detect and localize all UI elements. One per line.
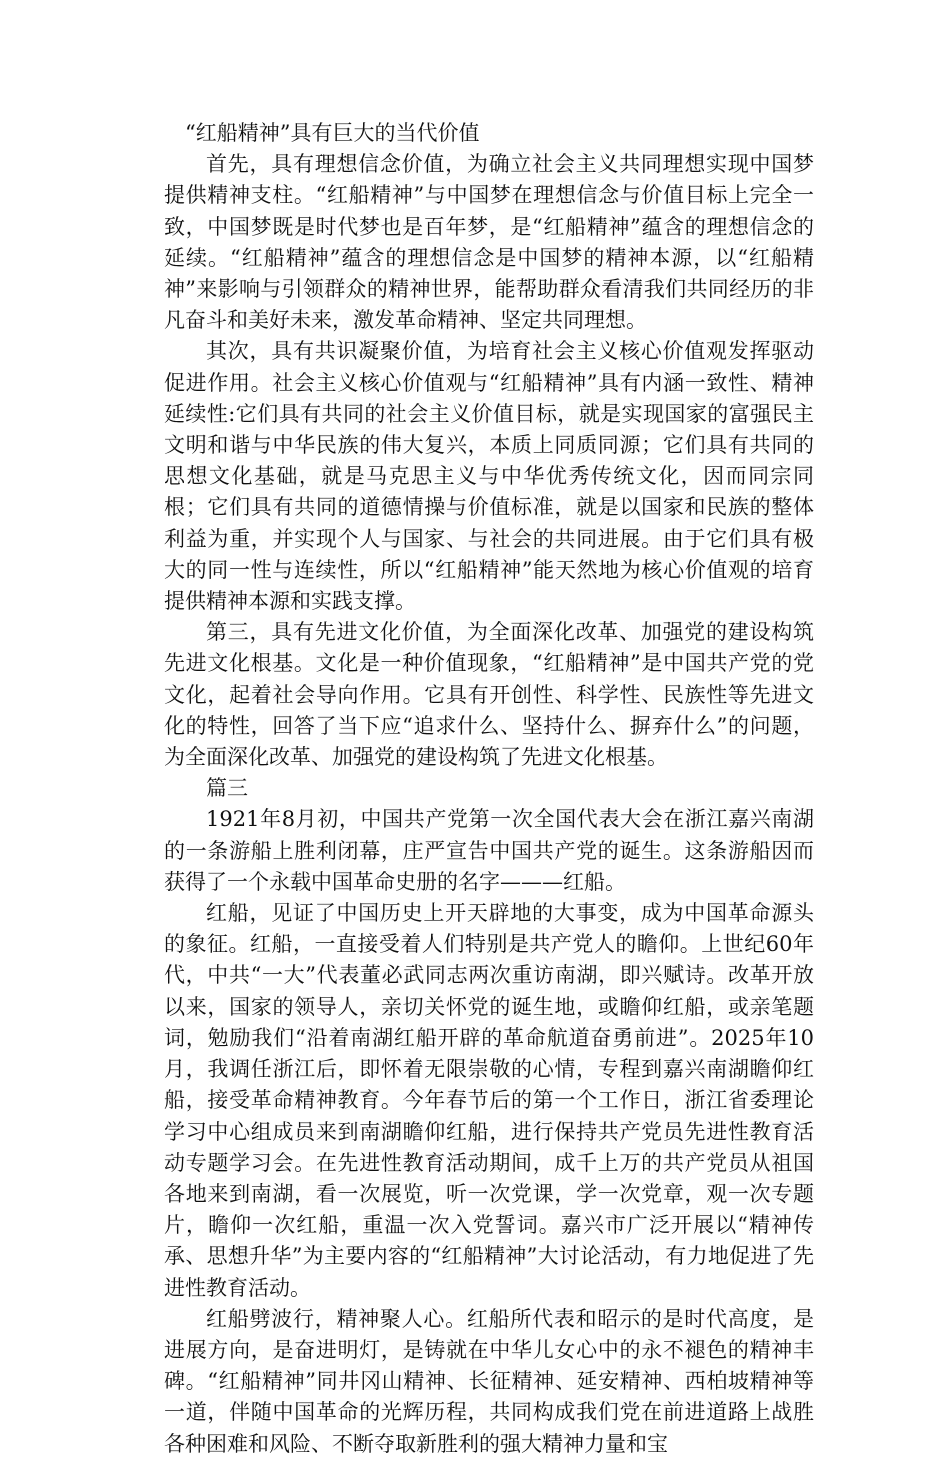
paragraph-culture-value: 第三，具有先进文化价值，为全面深化改革、加强党的建设构筑先进文化根基。文化是一种价值现象，“红船精神”是中国共产党的党文化，起着社会导向作用。它具有开创性、科学性、民族性等先进文化的特性，回答了当下应“追求什么、坚持什么、摒弃什么”的问题，为全面深化改革、加强党的建设构筑了先进文化根基。 <box>164 620 814 770</box>
part-three-heading: 篇三 <box>206 776 248 801</box>
paragraph-consensus-value: 其次，具有共识凝聚价值，为培育社会主义核心价值观发挥驱动促进作用。社会主义核心价值观与“红船精神”具有内涵一致性、精神延续性:它们具有共同的社会主义价值目标，就是实现国家的富强民主文明和谐与中华民族的伟大复兴，本质上同质同源；它们具有共同的思想文化基础，就是马克思主义与中华优秀传统文化，因而同宗同根；它们具有共同的道德情操与价值标准，就是以国家和民族的整体利益为重，并实现个人与国家、与社会的共同进展。由于它们具有极大的同一性与连续性，所以“红船精神”能天然地为核心价值观的培育提供精神本源和实践支撑。 <box>164 339 814 614</box>
document-body <box>164 118 814 1460</box>
section-heading: “红船精神”具有巨大的当代价值 <box>185 121 480 145</box>
paragraph-first-congress: 1921年8月初，中国共产党第一次全国代表大会在浙江嘉兴南湖的一条游船上胜利闭幕，庄严宣告中国共产党的诞生。这条游船因而获得了一个永载中国革命史册的名字———红船。 <box>164 807 814 894</box>
paragraph-red-boat-spirit: 红船劈波行，精神聚人心。红船所代表和昭示的是时代高度，是进展方向，是奋进明灯，是铸就在中华儿女心中的永不褪色的精神丰碑。“红船精神”同井冈山精神、长征精神、延安精神、西柏坡精神等一道，伴随中国革命的光辉历程，共同构成我们党在前进道路上战胜各种困难和风险、不断夺取新胜利的强大精神力量和宝 <box>164 1306 814 1456</box>
paragraph-ideals-value: 首先，具有理想信念价值，为确立社会主义共同理想实现中国梦提供精神支柱。“红船精神”与中国梦在理想信念与价值目标上完全一致，中国梦既是时代梦也是百年梦，是“红船精神”蕴含的理想信念的延续。“红船精神”蕴含的理想信念是中国梦的精神本源，以“红船精神”来影响与引领群众的精神世界，能帮助群众看清我们共同经历的非凡奋斗和美好未来，激发革命精神、坚定共同理想。 <box>164 152 814 333</box>
paragraph-red-boat-history: 红船，见证了中国历史上开天辟地的大事变，成为中国革命源头的象征。红船，一直接受着人们特别是共产党人的瞻仰。上世纪60年代，中共“一大”代表董必武同志两次重访南湖，即兴赋诗。改革开放以来，国家的领导人，亲切关怀党的诞生地，或瞻仰红船，或亲笔题词，勉励我们“沿着南湖红船开辟的革命航道奋勇前进”。2025年10月，我调任浙江后，即怀着无限崇敬的心情，专程到嘉兴南湖瞻仰红船，接受革命精神教育。今年春节后的第一个工作日，浙江省委理论学习中心组成员来到南湖瞻仰红船，进行保持共产党员先进性教育活动专题学习会。在先进性教育活动期间，成千上万的共产党员从祖国各地来到南湖，看一次展览，听一次党课，学一次党章，观一次专题片，瞻仰一次红船，重温一次入党誓词。嘉兴市广泛开展以“精神传承、思想升华”为主要内容的“红船精神”大讨论活动，有力地促进了先进性教育活动。 <box>164 901 814 1300</box>
